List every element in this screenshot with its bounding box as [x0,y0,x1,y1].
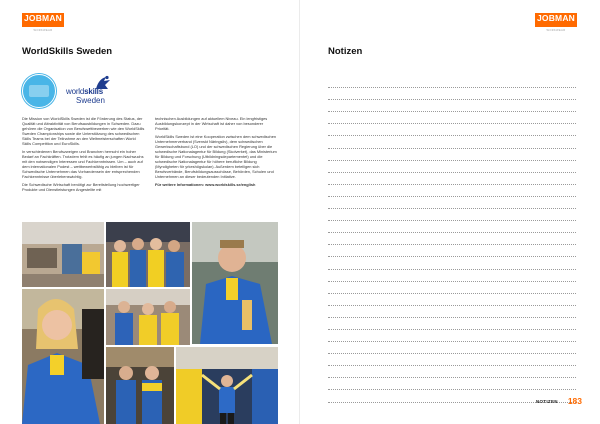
photo-medalists [106,347,174,424]
note-line[interactable] [328,124,576,136]
note-line[interactable] [328,354,576,366]
page-footer [536,396,582,406]
note-line[interactable] [328,306,576,318]
skills-badge-logo [22,74,56,108]
note-line[interactable] [328,318,576,330]
note-line[interactable] [328,245,576,257]
paragraph: WorldSkills Sweden ist eine Kooperation zwischen dem schwedischen Unternehmerverband (Svenskt Näringsliv), dem schwedischen Gewerkschaftsbund (LO) und der schwedischen Regierung über die schwedische Nationalagentur für Bildung (Skolverket), das Ministerium für Bildung und Forschung (Utbildningsdepartementet) und die schwedische Nationalagentur für höhere berufliche Bildung (Myndigheten för yrkeshögskolan). Außerdem beteiligen sich Berufsverbände, Berufsbildungsausschüsse, Behörden, Schulen und Unternehmen an dieser bedeutenden Initiative. [155,134,277,179]
photo-collage [22,222,278,424]
body-text [22,116,278,195]
ws-logo-word3: Sweden [76,96,105,105]
notes-lines[interactable] [328,76,576,403]
paragraph: technischen Ausbildungen auf aktuellem Niveau. Ein lengfristiges Ausbildungskonzept in der Wirtschaft ist daher von besonderer Priorität. [155,116,268,131]
note-line[interactable] [328,185,576,197]
photo-thumbs-up [106,289,190,345]
right-page [300,0,600,424]
note-line[interactable] [328,270,576,282]
note-line[interactable] [328,366,576,378]
note-line[interactable] [328,378,576,390]
note-line[interactable] [328,257,576,269]
notes-title: Notizen [328,46,363,57]
footer-section-label: NOTIZEN [535,398,558,404]
photo-competitor-portrait [192,222,278,344]
note-line[interactable] [328,197,576,209]
jobman-logo: JOBMAN WORKWEAR [536,13,576,32]
photo-team-group [106,222,190,287]
paragraph: In verschiedenen Berufszweigen und Branchen herrscht ein hoher Bedarf an Fachkräften. Trotzdem fehlt es häufig an jungen Nachwuchs mit den notwendigen Interessen und Fachkenntnissen. Um – auch auf dem internationalen Podest – wettbewerbsfähig zu bleiben ist für Schwedische Unternehmen das Vorhandensein der entsprechenden Fachkenntnisse überlebenswichtig. [22,149,144,179]
note-line[interactable] [328,173,576,185]
photo-celebration-tunnel [176,347,278,424]
note-line[interactable] [328,294,576,306]
note-line[interactable] [328,76,576,88]
paragraph: Die Mission von WorldSkills Sweden ist die Förderung des Status, der Qualität und Attraktivität von Berufsausbildungen in Schweden. Dazu gehören die Organisation von Berufswettbewerben wie den WorldSkills Sweden Championships sowie die Unterstützung des schwedischen Skills Teams bei der Teilnahme an den Weltmeisterschaften World Skills Competition und EuroSkills. [22,116,145,146]
note-line[interactable] [328,330,576,342]
ws-logo-word1: world [66,87,85,96]
jobman-logo: JOBMAN WORKWEAR [23,13,63,32]
note-line[interactable] [328,209,576,221]
page-number: 183 [567,396,582,406]
photo-workshop [22,222,104,287]
text-column-2 [155,116,278,195]
note-line[interactable] [328,136,576,148]
note-line[interactable] [328,112,576,124]
more-info-link[interactable]: Für weitere Informationen: www.worldskills.se/english [155,182,256,187]
page-title: WorldSkills Sweden [22,46,113,57]
photo-smiling-woman [22,289,104,424]
note-line[interactable] [328,233,576,245]
paragraph: Die Schwedische Wirtschaft benötigt zur Bereitstellung hochwertiger Produkte und Dienstleistungen Angestellte mit [22,182,140,192]
note-line[interactable] [328,342,576,354]
note-line[interactable] [328,100,576,112]
worldskills-sweden-logo [66,73,126,109]
note-line[interactable] [328,221,576,233]
text-column-1 [22,116,145,195]
partner-logos [22,73,126,109]
note-line[interactable] [328,88,576,100]
note-line[interactable] [328,282,576,294]
ws-logo-word2: skills [84,87,103,96]
note-line[interactable] [328,149,576,161]
note-line[interactable] [328,161,576,173]
